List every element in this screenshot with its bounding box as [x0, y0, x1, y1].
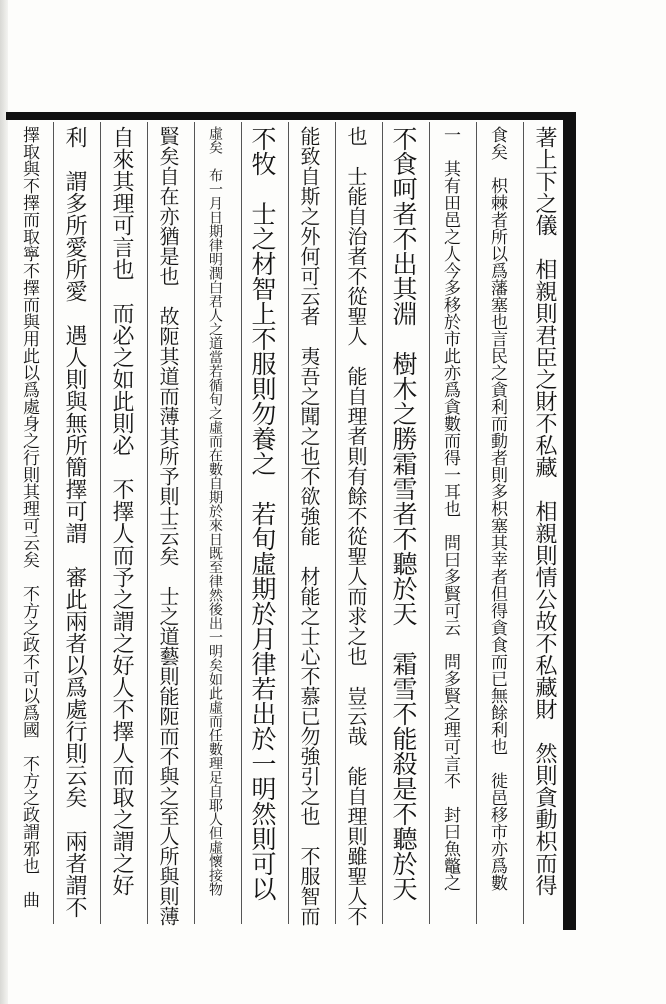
text-column-9: 賢矣自在亦猶是也 故阨其道而薄其所予則士云矣 士之道藝則能阨而不與之至人所與則薄	[156, 126, 180, 926]
text-column-12: 擇取與不擇而取寧不擇而與用此以爲處身之行則其理可云矣 不方之政不可以爲國 不方之政謂邪也 曲	[19, 126, 39, 908]
text-column-1: 著上下之儀 相親則君臣之財不私藏 相親則情公故不私藏財 然則貪動枳而得	[532, 126, 557, 896]
text-column-3: 一 其有田邑之人今多移於市此亦爲貪數而得一耳也 問曰多賢可云 問多賢之理可言不 封曰魚鼈之	[440, 126, 460, 891]
text-column-10: 自來其理可言也 而必之如此則必 不擇人而予之謂之好人不擇人而取之謂之好	[109, 126, 134, 896]
printed-page	[6, 112, 574, 930]
text-column-8: 虛矣 布一月日期律明潤白君人之道當若循旬之虛而在數自期於來日既至律然後出一明矣如此虛而任數理足自耶人但虛懷接物	[207, 126, 223, 896]
text-column-5: 也 士能自治者不從聖人 能自理者則有餘不從聖人而求之也 豈云哉 能自理則雖聖人不	[344, 126, 368, 926]
top-border-rule	[6, 112, 574, 120]
text-column-11: 利 謂多所愛所愛 遇人則與無所簡擇可謂 審此兩者以爲處行則云矣 兩者謂不	[62, 126, 87, 918]
text-column-7: 不牧 士之材智上不服則勿養之 若旬虛期於月律若出於一明然則可以	[248, 126, 277, 901]
text-column-4: 不食呵者不出其淵 樹木之勝霜雪者不聽於天 霜雪不能殺是不聽於天	[389, 126, 418, 901]
text-column-6: 能致自斯之外何可云者 夷吾之聞之也不欲強能 材能之士心不慕已勿強引之也 不服智而	[297, 126, 321, 926]
text-column-2: 食矣 枳棘者所以爲藩塞也言民之貪利而動者則多枳塞其幸者但得貪食而已無餘利也 徙邑移市亦爲數	[487, 126, 507, 891]
